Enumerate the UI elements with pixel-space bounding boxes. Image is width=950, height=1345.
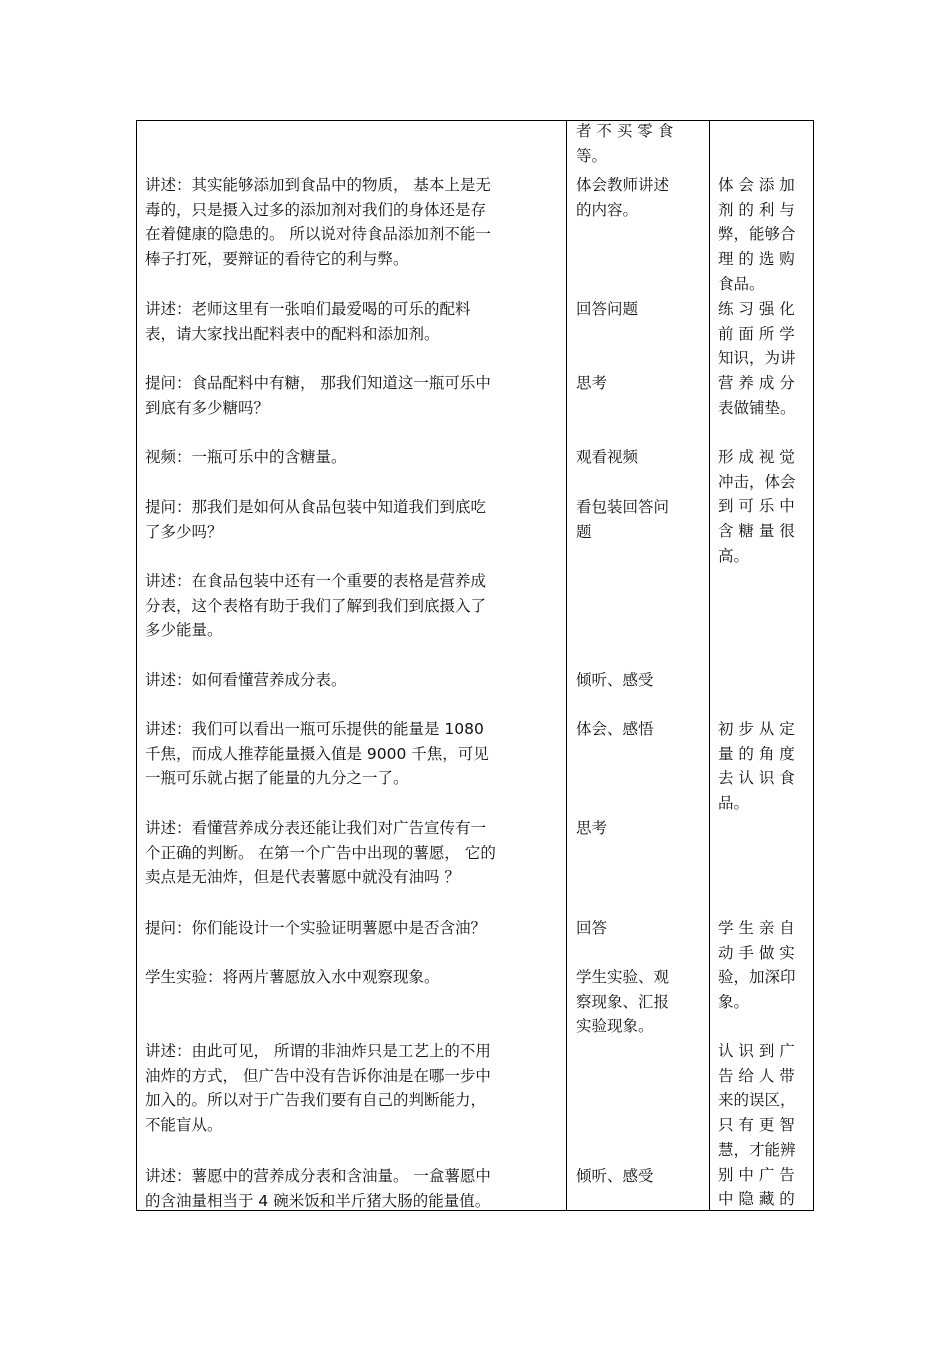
teacher-activity-cell [145,916,563,941]
text-line: 表，请大家找出配料表中的配料和添加剂。 [145,324,440,343]
design-intent-cell [718,173,806,297]
student-activity-cell [576,1164,704,1189]
text-line: 体 会 添 加 [718,176,795,194]
text-line: 一瓶可乐就占据了能量的九分之一了。 [145,769,409,788]
text-line: 回答 [576,919,608,937]
teacher-activity-cell [145,1039,563,1138]
teacher-activity-cell [145,569,563,643]
column-divider [709,121,710,1210]
text-line: 验，加深印 [718,968,796,987]
text-line: 多少能量。 [145,621,223,640]
text-line: 倾听、感受 [576,671,654,689]
text-line: 观看视频 [576,448,639,466]
text-line: 认 识 到 广 [718,1042,795,1060]
text-line: 倾听、感受 [576,1167,654,1185]
text-line: 视频：一瓶可乐中的含糖量。 [145,448,347,466]
text-line: 动 手 做 实 [718,943,795,962]
text-line: 弊，能够合 [718,225,796,244]
text-line: 表做铺垫。 [718,398,796,417]
text-line: 慧，才能辨 [718,1140,796,1159]
teacher-activity-cell [145,297,563,346]
text-line: 个正确的判断。 在第一个广告中出现的薯愿， 它的 [145,843,496,862]
text-line: 讲述：看懂营养成分表还能让我们对广告宣传有一 [145,819,487,837]
text-line: 者 不 买 零 食 [576,122,674,140]
text-line: 体会教师讲述 [576,176,670,194]
text-line: 油炸的方式， 但广告中没有告诉你油是在哪一步中 [145,1066,491,1085]
text-line: 分表，这个表格有助于我们了解到我们到底摄入了 [145,596,487,615]
text-line: 思考 [576,374,608,392]
text-line: 讲述：老师这里有一张咱们最爱喝的可乐的配料 [145,300,471,318]
student-activity-cell [576,495,704,544]
teacher-activity-cell [145,445,563,470]
text-line: 提问：你们能设计一个实验证明薯愿中是否含油？ [145,919,487,937]
text-line: 卖点是无油炸，但是代表薯愿中就没有油吗 ？ [145,868,460,887]
text-line: 提问：食品配料中有糖， 那我们知道这一瓶可乐中 [145,374,491,392]
student-activity-cell [576,816,704,841]
text-line: 去 认 识 食 [718,769,795,788]
student-activity-cell [576,445,704,470]
text-line: 初 步 从 定 [718,720,795,738]
text-line: 察现象、汇报 [576,992,670,1011]
text-line: 棒子打死，要辩证的看待它的利与弊。 [145,250,409,269]
design-intent-cell [718,445,806,569]
lesson-plan-table [136,120,814,1211]
text-line: 讲述：薯愿中的营养成分表和含油量。 一盒薯愿中 [145,1167,491,1185]
text-line: 在着健康的隐患的。 所以说对待食品添加剂不能一 [145,225,491,244]
text-line: 千焦，而成人推荐能量摄入值是 9000 千焦，可见 [145,744,489,763]
text-line: 讲述：由此可见， 所谓的非油炸只是工艺上的不用 [145,1042,491,1060]
text-line: 来的误区， [718,1091,796,1110]
student-activity-cell [576,965,704,1039]
teacher-activity-cell [145,668,563,693]
student-activity-cell [576,119,704,168]
text-line: 等。 [576,146,608,165]
student-activity-cell [576,916,704,941]
design-intent-cell [718,297,806,421]
text-line: 到 可 乐 中 [718,497,795,516]
text-line: 讲述：我们可以看出一瓶可乐提供的能量是 1080 [145,720,484,738]
text-line: 理 的 选 购 [718,250,795,269]
text-line: 冲击，体会 [718,472,796,491]
text-line: 品。 [718,794,750,813]
student-activity-cell [576,173,704,222]
text-line: 实验现象。 [576,1017,654,1036]
teacher-activity-cell [145,371,563,420]
design-intent-cell [718,916,806,1015]
text-line: 只 有 更 智 [718,1116,795,1135]
text-line: 量 的 角 度 [718,744,795,763]
text-line: 学生实验：将两片薯愿放入水中观察现象。 [145,968,440,986]
teacher-activity-cell [145,717,563,791]
text-line: 食品。 [718,274,765,293]
text-line: 剂 的 利 与 [718,200,795,219]
student-activity-cell [576,668,704,693]
teacher-activity-cell [145,1164,563,1213]
text-line: 体会、感悟 [576,720,654,738]
student-activity-cell [576,371,704,396]
text-line: 学生实验、观 [576,968,670,986]
text-line: 中 隐 藏 的 [718,1190,795,1209]
text-line: 告 给 人 带 [718,1066,795,1085]
text-line: 不能盲从。 [145,1116,223,1135]
text-line: 高。 [718,546,750,565]
text-line: 练 习 强 化 [718,300,795,318]
text-line: 学 生 亲 自 [718,919,795,937]
text-line: 到底有多少糖吗？ [145,398,270,417]
text-line: 形 成 视 觉 [718,448,795,466]
text-line: 的含油量相当于 4 碗米饭和半斤猪大肠的能量值。 [145,1191,491,1210]
teacher-activity-cell [145,173,563,272]
text-line: 讲述：在食品包装中还有一个重要的表格是营养成 [145,572,487,590]
text-line: 题 [576,522,592,541]
teacher-activity-cell [145,965,563,990]
student-activity-cell [576,717,704,742]
text-line: 含 糖 量 很 [718,522,795,541]
text-line: 了多少吗？ [145,522,223,541]
text-line: 知识，为讲 [718,349,796,368]
text-line: 回答问题 [576,300,639,318]
text-line: 讲述：如何看懂营养成分表。 [145,671,347,689]
column-divider [566,121,567,1210]
text-line: 的内容。 [576,200,639,219]
text-line: 加入的。所以对于广告我们要有自己的判断能力， [145,1091,487,1110]
text-line: 营 养 成 分 [718,374,795,393]
text-line: 前 面 所 学 [718,324,795,343]
text-line: 毒的，只是摄入过多的添加剂对我们的身体还是存 [145,200,487,219]
text-line: 看包装回答问 [576,498,670,516]
teacher-activity-cell [145,495,563,544]
teacher-activity-cell [145,816,563,890]
text-line: 思考 [576,819,608,837]
text-line: 别 中 广 告 [718,1165,795,1184]
student-activity-cell [576,297,704,322]
text-line: 象。 [718,993,750,1012]
text-line: 讲述：其实能够添加到食品中的物质， 基本上是无 [145,176,491,194]
design-intent-cell [718,717,806,816]
text-line: 提问：那我们是如何从食品包装中知道我们到底吃 [145,498,487,516]
design-intent-cell [718,1039,806,1212]
